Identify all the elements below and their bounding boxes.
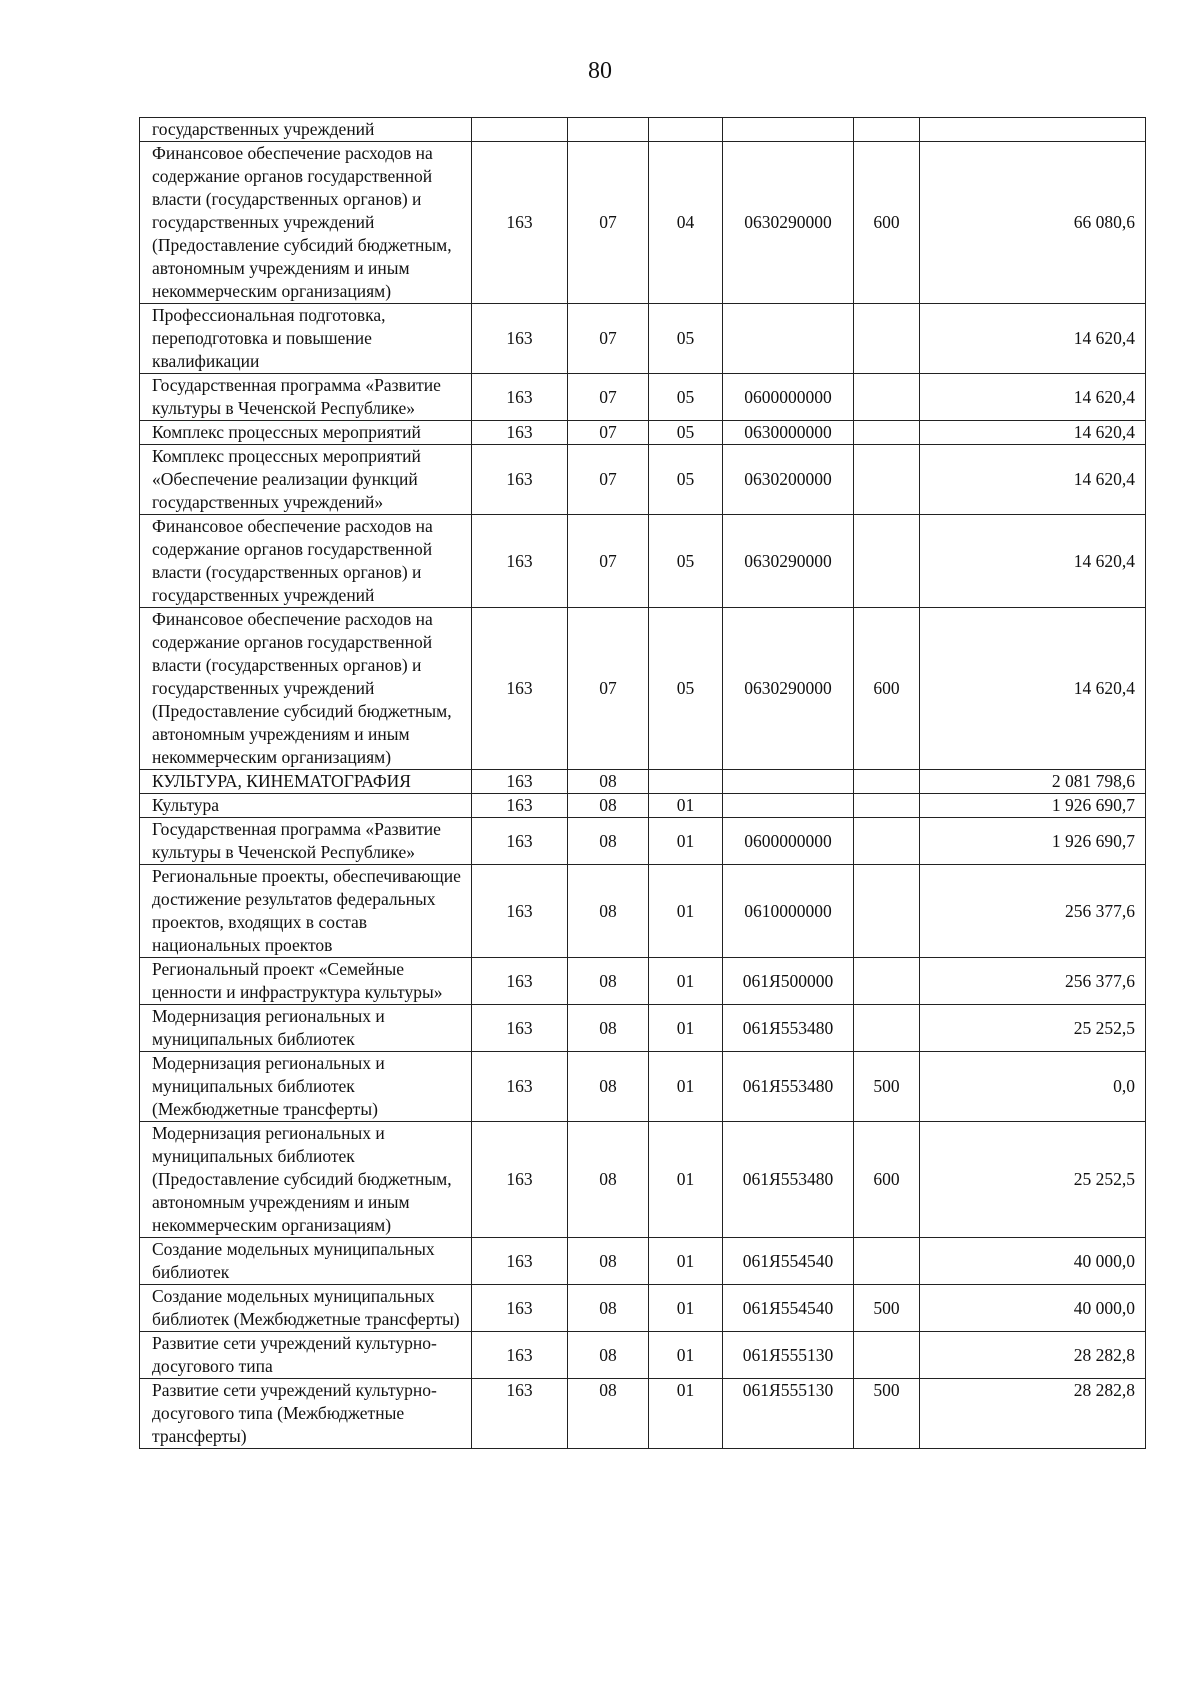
table-row bbox=[140, 770, 1146, 794]
row-section-cell: 08 bbox=[568, 958, 649, 1005]
row-name-cell: Финансовое обеспечение расходов на содержание органов государственной власти (государственных органов) и государственных учреждений bbox=[140, 515, 472, 608]
row-amount-cell: 256 377,6 bbox=[920, 958, 1146, 1005]
row-target-article-cell: 061Я553480 bbox=[723, 1052, 854, 1122]
row-section-cell: 08 bbox=[568, 794, 649, 818]
row-target-article-cell: 0610000000 bbox=[723, 865, 854, 958]
row-section-cell: 08 bbox=[568, 1379, 649, 1449]
row-subsection-cell: 01 bbox=[649, 1332, 723, 1379]
row-target-article-cell: 0600000000 bbox=[723, 818, 854, 865]
row-expense-type-cell: 500 bbox=[854, 1285, 920, 1332]
row-expense-type-cell bbox=[854, 1238, 920, 1285]
row-subsection-cell bbox=[649, 770, 723, 794]
row-target-article-cell: 0630290000 bbox=[723, 608, 854, 770]
row-target-article-cell: 061Я500000 bbox=[723, 958, 854, 1005]
row-target-article-cell: 061Я553480 bbox=[723, 1122, 854, 1238]
row-amount-cell: 2 081 798,6 bbox=[920, 770, 1146, 794]
row-subsection-cell: 01 bbox=[649, 865, 723, 958]
row-section-cell: 07 bbox=[568, 515, 649, 608]
table-row bbox=[140, 1005, 1146, 1052]
row-name-cell: государственных учреждений bbox=[140, 118, 472, 142]
row-name-cell: Региональные проекты, обеспечивающие достижение результатов федеральных проектов, входящих в состав национальных проектов bbox=[140, 865, 472, 958]
row-name-cell: Модернизация региональных и муниципальных библиотек bbox=[140, 1005, 472, 1052]
row-target-article-cell: 061Я553480 bbox=[723, 1005, 854, 1052]
row-name-cell: Профессиональная подготовка, переподготовка и повышение квалификации bbox=[140, 304, 472, 374]
row-expense-type-cell bbox=[854, 958, 920, 1005]
page-number: 80 bbox=[588, 58, 612, 84]
row-ved-cell bbox=[472, 118, 568, 142]
row-amount-cell: 14 620,4 bbox=[920, 374, 1146, 421]
row-ved-cell: 163 bbox=[472, 1122, 568, 1238]
row-expense-type-cell: 600 bbox=[854, 608, 920, 770]
row-subsection-cell: 01 bbox=[649, 958, 723, 1005]
row-name-cell: Модернизация региональных и муниципальных библиотек (Предоставление субсидий бюджетным, автономным учреждениям и иным некоммерческим организациям) bbox=[140, 1122, 472, 1238]
row-subsection-cell: 01 bbox=[649, 1379, 723, 1449]
row-target-article-cell: 061Я555130 bbox=[723, 1379, 854, 1449]
row-section-cell: 07 bbox=[568, 421, 649, 445]
row-name-cell: Комплекс процессных мероприятий bbox=[140, 421, 472, 445]
row-target-article-cell: 061Я555130 bbox=[723, 1332, 854, 1379]
row-target-article-cell: 0630290000 bbox=[723, 142, 854, 304]
row-subsection-cell: 01 bbox=[649, 1238, 723, 1285]
row-section-cell: 08 bbox=[568, 1332, 649, 1379]
row-subsection-cell: 01 bbox=[649, 1285, 723, 1332]
row-name-cell: Культура bbox=[140, 794, 472, 818]
row-target-article-cell bbox=[723, 304, 854, 374]
row-name-cell: Развитие сети учреждений культурно-досугового типа (Межбюджетные трансферты) bbox=[140, 1379, 472, 1449]
row-target-article-cell: 0630290000 bbox=[723, 515, 854, 608]
row-expense-type-cell bbox=[854, 421, 920, 445]
table-row bbox=[140, 1122, 1146, 1238]
row-expense-type-cell bbox=[854, 1332, 920, 1379]
row-name-cell: Создание модельных муниципальных библиотек bbox=[140, 1238, 472, 1285]
row-expense-type-cell bbox=[854, 445, 920, 515]
row-ved-cell: 163 bbox=[472, 958, 568, 1005]
row-amount-cell: 14 620,4 bbox=[920, 515, 1146, 608]
row-section-cell: 07 bbox=[568, 304, 649, 374]
row-section-cell: 08 bbox=[568, 1005, 649, 1052]
row-target-article-cell: 0600000000 bbox=[723, 374, 854, 421]
row-ved-cell: 163 bbox=[472, 421, 568, 445]
row-ved-cell: 163 bbox=[472, 608, 568, 770]
table-row bbox=[140, 515, 1146, 608]
row-name-cell: КУЛЬТУРА, КИНЕМАТОГРАФИЯ bbox=[140, 770, 472, 794]
table-row bbox=[140, 304, 1146, 374]
row-section-cell: 08 bbox=[568, 1052, 649, 1122]
table-body bbox=[140, 118, 1146, 1449]
row-amount-cell: 14 620,4 bbox=[920, 421, 1146, 445]
row-target-article-cell: 061Я554540 bbox=[723, 1238, 854, 1285]
table-row bbox=[140, 142, 1146, 304]
row-expense-type-cell: 500 bbox=[854, 1052, 920, 1122]
table-row bbox=[140, 818, 1146, 865]
row-subsection-cell: 01 bbox=[649, 1052, 723, 1122]
row-amount-cell bbox=[920, 118, 1146, 142]
row-name-cell: Создание модельных муниципальных библиотек (Межбюджетные трансферты) bbox=[140, 1285, 472, 1332]
row-target-article-cell bbox=[723, 770, 854, 794]
row-name-cell: Финансовое обеспечение расходов на содержание органов государственной власти (государственных органов) и государственных учреждений (Предоставление субсидий бюджетным, автономным учреждениям и иным некоммерческим организациям) bbox=[140, 142, 472, 304]
row-ved-cell: 163 bbox=[472, 374, 568, 421]
row-ved-cell: 163 bbox=[472, 1052, 568, 1122]
row-subsection-cell: 05 bbox=[649, 515, 723, 608]
row-expense-type-cell bbox=[854, 118, 920, 142]
row-amount-cell: 28 282,8 bbox=[920, 1379, 1146, 1449]
row-target-article-cell bbox=[723, 794, 854, 818]
row-ved-cell: 163 bbox=[472, 304, 568, 374]
table-row bbox=[140, 445, 1146, 515]
row-target-article-cell: 0630200000 bbox=[723, 445, 854, 515]
row-amount-cell: 1 926 690,7 bbox=[920, 794, 1146, 818]
row-subsection-cell: 05 bbox=[649, 608, 723, 770]
row-subsection-cell: 01 bbox=[649, 794, 723, 818]
row-ved-cell: 163 bbox=[472, 1285, 568, 1332]
row-expense-type-cell: 600 bbox=[854, 142, 920, 304]
row-section-cell: 08 bbox=[568, 1122, 649, 1238]
table-row bbox=[140, 865, 1146, 958]
row-expense-type-cell: 500 bbox=[854, 1379, 920, 1449]
row-amount-cell: 66 080,6 bbox=[920, 142, 1146, 304]
row-name-cell: Финансовое обеспечение расходов на содержание органов государственной власти (государственных органов) и государственных учреждений (Предоставление субсидий бюджетным, автономным учреждениям и иным некоммерческим организациям) bbox=[140, 608, 472, 770]
row-ved-cell: 163 bbox=[472, 142, 568, 304]
row-subsection-cell: 05 bbox=[649, 374, 723, 421]
row-amount-cell: 25 252,5 bbox=[920, 1122, 1146, 1238]
row-amount-cell: 40 000,0 bbox=[920, 1285, 1146, 1332]
row-target-article-cell: 0630000000 bbox=[723, 421, 854, 445]
row-section-cell: 07 bbox=[568, 445, 649, 515]
row-amount-cell: 14 620,4 bbox=[920, 304, 1146, 374]
row-expense-type-cell bbox=[854, 304, 920, 374]
row-section-cell: 08 bbox=[568, 1285, 649, 1332]
table-row bbox=[140, 1285, 1146, 1332]
row-ved-cell: 163 bbox=[472, 1238, 568, 1285]
table-row bbox=[140, 1379, 1146, 1449]
row-target-article-cell bbox=[723, 118, 854, 142]
row-amount-cell: 28 282,8 bbox=[920, 1332, 1146, 1379]
row-expense-type-cell bbox=[854, 515, 920, 608]
table-row bbox=[140, 608, 1146, 770]
row-ved-cell: 163 bbox=[472, 1332, 568, 1379]
row-ved-cell: 163 bbox=[472, 445, 568, 515]
row-ved-cell: 163 bbox=[472, 1379, 568, 1449]
row-section-cell: 08 bbox=[568, 865, 649, 958]
row-amount-cell: 14 620,4 bbox=[920, 445, 1146, 515]
row-name-cell: Региональный проект «Семейные ценности и инфраструктура культуры» bbox=[140, 958, 472, 1005]
row-subsection-cell: 01 bbox=[649, 818, 723, 865]
row-amount-cell: 0,0 bbox=[920, 1052, 1146, 1122]
table-row bbox=[140, 794, 1146, 818]
row-target-article-cell: 061Я554540 bbox=[723, 1285, 854, 1332]
row-ved-cell: 163 bbox=[472, 1005, 568, 1052]
row-name-cell: Развитие сети учреждений культурно-досугового типа bbox=[140, 1332, 472, 1379]
row-subsection-cell: 05 bbox=[649, 445, 723, 515]
row-expense-type-cell bbox=[854, 770, 920, 794]
row-subsection-cell: 04 bbox=[649, 142, 723, 304]
table-row bbox=[140, 1332, 1146, 1379]
row-subsection-cell: 05 bbox=[649, 421, 723, 445]
row-section-cell: 07 bbox=[568, 608, 649, 770]
row-ved-cell: 163 bbox=[472, 515, 568, 608]
row-section-cell: 08 bbox=[568, 1238, 649, 1285]
row-expense-type-cell bbox=[854, 865, 920, 958]
row-expense-type-cell bbox=[854, 374, 920, 421]
row-expense-type-cell bbox=[854, 794, 920, 818]
row-subsection-cell: 01 bbox=[649, 1122, 723, 1238]
row-name-cell: Государственная программа «Развитие культуры в Чеченской Республике» bbox=[140, 374, 472, 421]
row-amount-cell: 14 620,4 bbox=[920, 608, 1146, 770]
row-expense-type-cell: 600 bbox=[854, 1122, 920, 1238]
table-row bbox=[140, 421, 1146, 445]
row-subsection-cell bbox=[649, 118, 723, 142]
row-subsection-cell: 05 bbox=[649, 304, 723, 374]
table-row bbox=[140, 374, 1146, 421]
row-section-cell: 08 bbox=[568, 770, 649, 794]
row-section-cell: 08 bbox=[568, 818, 649, 865]
table-row bbox=[140, 958, 1146, 1005]
table-row bbox=[140, 1238, 1146, 1285]
row-amount-cell: 40 000,0 bbox=[920, 1238, 1146, 1285]
row-name-cell: Государственная программа «Развитие культуры в Чеченской Республике» bbox=[140, 818, 472, 865]
row-ved-cell: 163 bbox=[472, 770, 568, 794]
row-ved-cell: 163 bbox=[472, 865, 568, 958]
row-name-cell: Модернизация региональных и муниципальных библиотек (Межбюджетные трансферты) bbox=[140, 1052, 472, 1122]
budget-table bbox=[139, 117, 1146, 1449]
row-section-cell bbox=[568, 118, 649, 142]
table-row bbox=[140, 1052, 1146, 1122]
row-subsection-cell: 01 bbox=[649, 1005, 723, 1052]
row-amount-cell: 1 926 690,7 bbox=[920, 818, 1146, 865]
row-section-cell: 07 bbox=[568, 374, 649, 421]
table-row bbox=[140, 118, 1146, 142]
row-name-cell: Комплекс процессных мероприятий «Обеспечение реализации функций государственных учреждений» bbox=[140, 445, 472, 515]
row-amount-cell: 25 252,5 bbox=[920, 1005, 1146, 1052]
row-section-cell: 07 bbox=[568, 142, 649, 304]
row-ved-cell: 163 bbox=[472, 818, 568, 865]
row-ved-cell: 163 bbox=[472, 794, 568, 818]
row-amount-cell: 256 377,6 bbox=[920, 865, 1146, 958]
row-expense-type-cell bbox=[854, 1005, 920, 1052]
row-expense-type-cell bbox=[854, 818, 920, 865]
